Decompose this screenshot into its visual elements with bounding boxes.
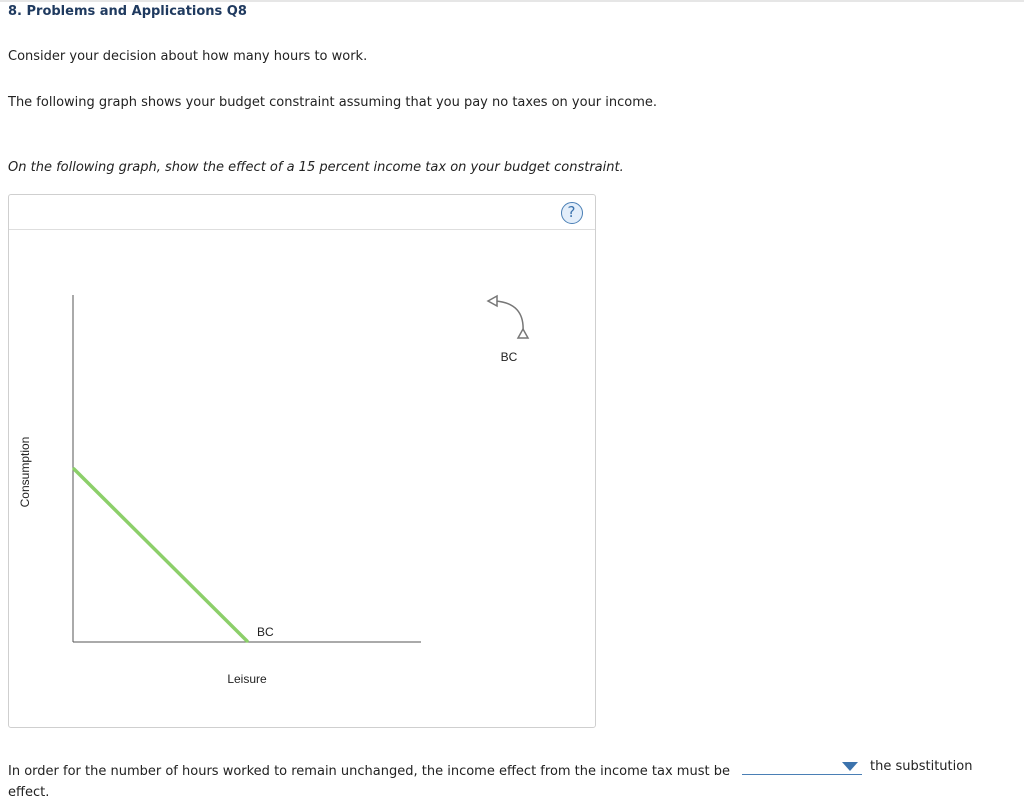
help-icon: ? bbox=[567, 203, 576, 221]
budget-constraint-line[interactable] bbox=[74, 469, 247, 641]
followup-text-before: In order for the number of hours worked to remain unchanged, the income effect from the income tax must be bbox=[8, 764, 730, 779]
y-axis-label: Consumption bbox=[18, 436, 32, 508]
curved-arrow-icon bbox=[495, 301, 523, 332]
chevron-down-icon bbox=[842, 762, 858, 771]
instruction-text: On the following graph, show the effect of a 15 percent income tax on your budget constraint. bbox=[8, 160, 624, 175]
question-text-2: The following graph shows your budget constraint assuming that you pay no taxes on your income. bbox=[8, 95, 658, 110]
arrow-start-triangle-icon bbox=[488, 296, 497, 306]
bc-draw-tool[interactable] bbox=[488, 296, 528, 364]
bc-line-label: BC bbox=[257, 625, 274, 639]
bc-tool-label: BC bbox=[500, 350, 518, 364]
x-axis-label: Leisure bbox=[227, 672, 267, 686]
income-effect-dropdown[interactable] bbox=[742, 758, 862, 775]
followup-text-after: the substitution bbox=[870, 759, 973, 774]
followup-text-line2: effect. bbox=[8, 785, 50, 800]
page-title: 8. Problems and Applications Q8 bbox=[8, 4, 247, 19]
question-text-1: Consider your decision about how many hours to work. bbox=[8, 49, 368, 64]
arrow-end-triangle-icon bbox=[518, 329, 528, 338]
